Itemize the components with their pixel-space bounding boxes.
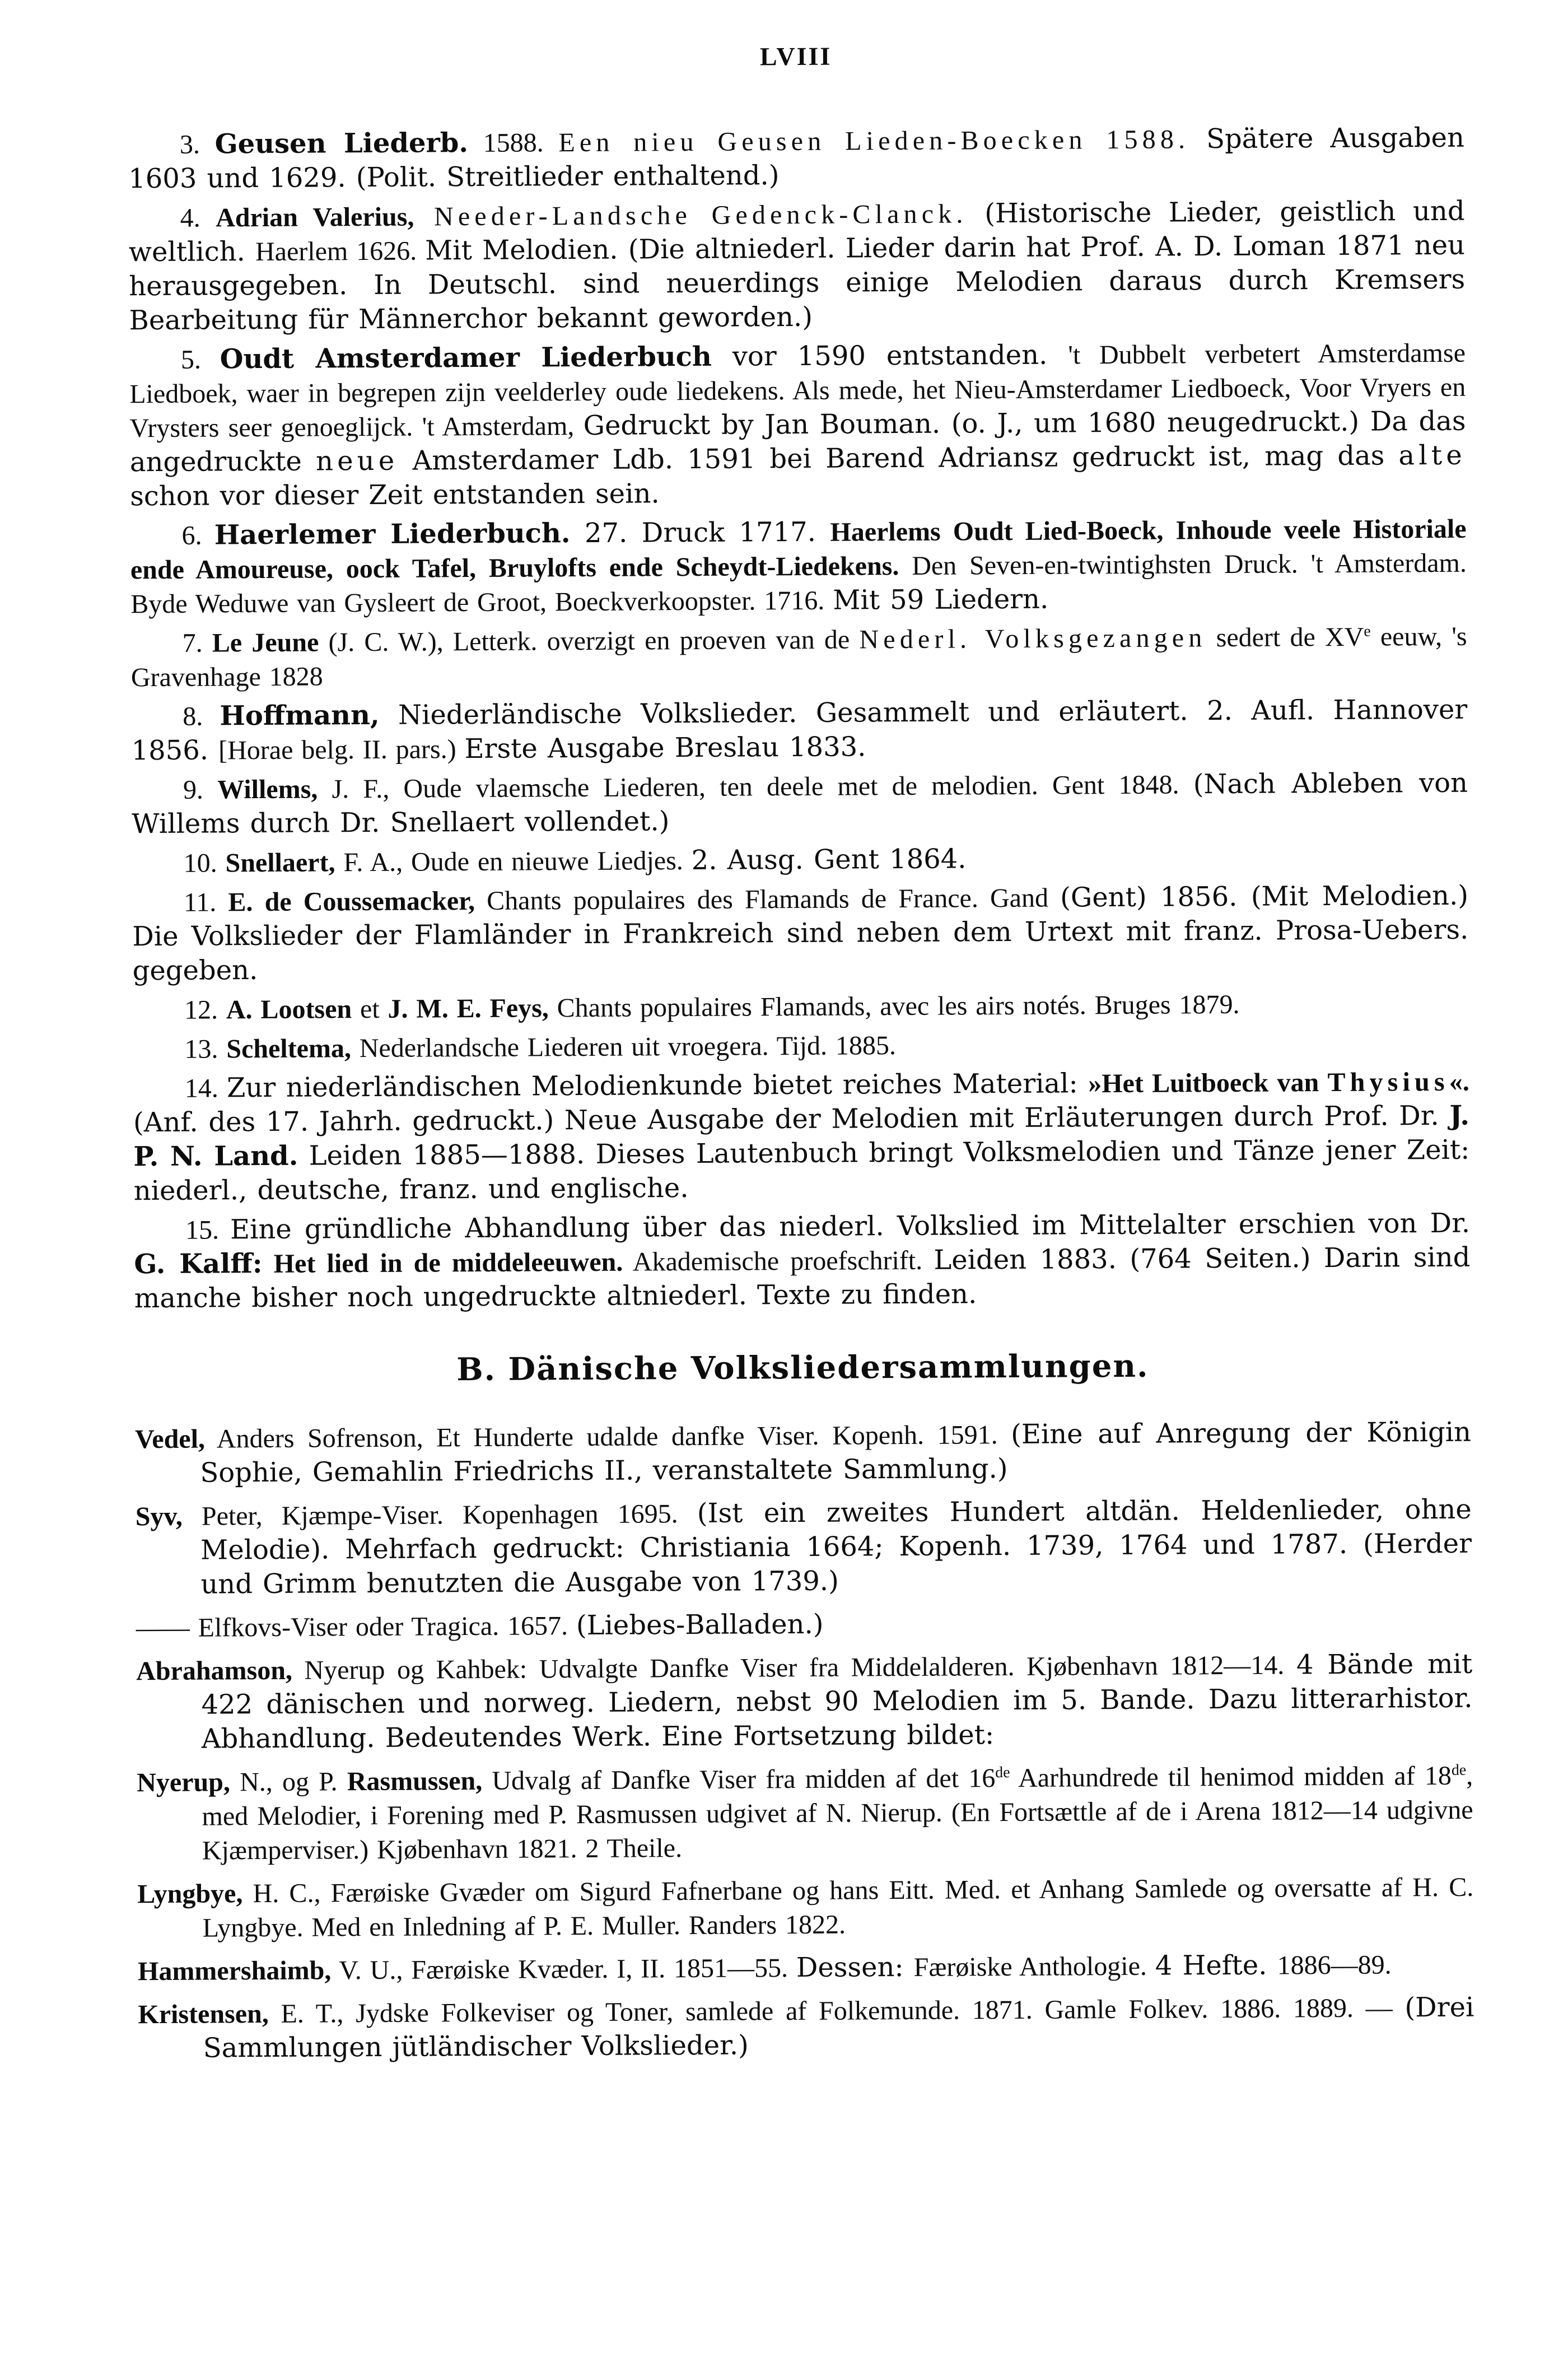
- text-segment: J. M. E. Feys,: [388, 993, 549, 1024]
- text-segment: et: [352, 994, 388, 1024]
- text-segment: Peter, Kjæmpe-Viser. Kopenhagen 1695.: [182, 1498, 697, 1531]
- text-segment: eeuw, 's Gravenhage 1828: [130, 621, 1467, 693]
- text-segment: Chants populaires des Flamands de France. Gand: [474, 883, 1061, 916]
- text-segment: Thysius: [1327, 1066, 1449, 1098]
- text-segment: Abrahamson,: [136, 1655, 293, 1687]
- entry-12-lootsen-feys: [133, 986, 1469, 1027]
- text-segment: Færøiske Anthologie.: [913, 1951, 1155, 1982]
- text-segment: Le Jeune: [212, 627, 319, 658]
- text-segment: (Eine auf Anregung der Königin Sophie, Gemahlin Friedrichs II., veranstaltete Sammlung.): [200, 1416, 1472, 1489]
- text-segment: Dessen:: [796, 1951, 914, 1984]
- text-segment: Nyerup og Kahbek: Udvalgte Danfke Viser fra Middelalderen. Kjøbenhavn 1812—14.: [292, 1650, 1297, 1685]
- text-segment: Lyngbye,: [137, 1879, 243, 1909]
- text-segment: 15.: [185, 1215, 231, 1245]
- text-segment: 9.: [183, 775, 218, 805]
- text-segment: Nyerup,: [137, 1767, 231, 1798]
- text-segment: G. Kalff:: [134, 1248, 263, 1280]
- text-segment: Mit 59 Liedern.: [833, 583, 1049, 616]
- text-segment: schon vor dieser Zeit entstanden sein.: [130, 478, 660, 513]
- text-segment: Udvalg af Danfke Viser fra midden af det 16: [482, 1763, 996, 1796]
- entry-3-geusen-liederb: [128, 121, 1465, 196]
- text-segment: 't Dubbelt verbetert Amsterdamse Liedboek, waer in begrepen zijn veelderley oude liedekens. Als mede, het Nieu-Amsterdamer Liedboeck, Voor Vryers en Vrysters seer genoeglijck. 't Amsterdam,: [129, 338, 1466, 444]
- text-segment: (Anf. des 17. Jahrh. gedruckt.) Neue Ausgabe der Melodien mit Erläuterungen durch Prof. Dr.: [133, 1100, 1450, 1139]
- text-segment: 5.: [180, 344, 220, 375]
- section-netherlandish-collections: [128, 121, 1471, 1316]
- text-segment: Akademische proefschrift.: [623, 1245, 934, 1277]
- text-segment: Zur niederländischen Melodienkunde bietet reiches Material:: [226, 1068, 1089, 1104]
- entry-6-haerlemer-liederbuch: [130, 512, 1467, 621]
- entry-13-scheltema: [133, 1026, 1469, 1066]
- entry-7-le-jeune: [130, 619, 1467, 695]
- text-segment: 2. Ausg. Gent 1864.: [691, 843, 967, 876]
- text-segment: Den Seven-en-twintighsten Druck. 't Amsterdam. Byde Weduwe van Gysleert de Groot, Boeckverkoopster. 1716.: [130, 548, 1467, 619]
- text-segment: Willems,: [217, 774, 318, 805]
- text-segment: Nederlandsche Liederen uit vroegera. Tijd. 1885.: [351, 1031, 897, 1064]
- section-heading-danish: B. Dänische Volksliedersammlungen.: [456, 1347, 1149, 1389]
- text-segment: N., og P.: [230, 1767, 347, 1797]
- text-segment: V. U., Færøiske Kvæder. I, II. 1851—55.: [331, 1953, 797, 1986]
- text-segment: 1588.: [468, 128, 559, 159]
- text-segment: (Liebes-Balladen.): [576, 1608, 824, 1642]
- text-segment: 7.: [182, 628, 212, 658]
- text-segment: (Ist ein zweites Hundert altdän. Heldenlieder, ohne Melodie). Mehrfach gedruckt: Christiania 1664; Kopenh. 1739, 1764 und 1787. (Herder und Grimm benutzten die Ausgabe von 1739.): [200, 1493, 1472, 1600]
- text-segment: Syv,: [135, 1501, 183, 1532]
- text-segment: Gedruckt by Jan Bouman. (o. J., um 1680 neugedruckt.) Da das angedruckte: [129, 405, 1466, 478]
- text-segment: (Gent) 1856. (Mit Melodien.) Die Volkslieder der Flamländer in Frankreich sind neben dem Urtext mit franz. Prosa-Uebers. gegeben.: [132, 879, 1469, 987]
- text-segment: Leiden 1883. (764 Seiten.) Darin sind manche bisher noch ungedruckte altniederl. Texte zu finden.: [134, 1241, 1471, 1315]
- text-segment: 13.: [184, 1034, 227, 1064]
- text-segment: Rasmussen,: [347, 1765, 483, 1797]
- text-segment: (J. C. W.), Letterk. overzigt en proeven van de: [319, 625, 860, 658]
- text-segment: (Drei Sammlungen jütländischer Volkslieder.): [203, 1991, 1474, 2064]
- entry-vedel: [135, 1415, 1472, 1490]
- text-segment: 4.: [180, 203, 216, 233]
- text-segment: alte: [1398, 439, 1467, 472]
- entry-kristensen: [138, 1991, 1474, 2066]
- text-segment: F. A., Oude en nieuwe Liedjes.: [335, 845, 692, 878]
- text-segment: Anders Sofrenson, Et Hunderte udalde danfke Viser. Kopenh. 1591.: [204, 1420, 1011, 1454]
- text-segment: Hoffmann,: [220, 699, 380, 732]
- entry-abrahamson: [136, 1647, 1473, 1757]
- text-segment: Aarhundrede til henimod midden af 18: [1010, 1760, 1452, 1793]
- text-segment: H. C., Færøiske Gvæder om Sigurd Fafnerbane og hans Eitt. Med. et Anhang Samlede og oversatte af H. C. Lyngbye. Med en Inledning af P. E. Muller. Randers 1822.: [202, 1872, 1474, 1943]
- text-segment: J. F., Oude vlaemsche Liederen, ten deele met de melodien. Gent 1848.: [318, 770, 1193, 804]
- text-segment: Snellaert,: [225, 847, 335, 878]
- text-segment: 4 Hefte.: [1155, 1949, 1277, 1982]
- text-segment: 11.: [183, 887, 228, 917]
- text-segment: Haerlems Oudt Lied-Boeck, Inhoude veele Historiale ende Amoureuse, oock Tafel, Bruylofts ende Scheydt-Liedekens.: [130, 514, 1467, 585]
- text-segment: Chants populaires Flamands, avec les airs notés. Bruges 1879.: [548, 989, 1240, 1023]
- bibliography-list-netherlandish: [128, 121, 1471, 1316]
- text-segment: 12.: [184, 995, 227, 1025]
- entry-11-de-coussemacker: [132, 879, 1469, 988]
- text-segment: 8.: [183, 701, 220, 732]
- entry-hammershaimb: [138, 1948, 1474, 1988]
- text-segment: 14.: [184, 1073, 227, 1103]
- page-number: LVIII: [759, 41, 832, 71]
- entry-5-oudt-amsterdamer-liederbuch: [129, 336, 1467, 514]
- text-segment: «.: [1449, 1066, 1469, 1097]
- text-segment: Amsterdamer Ldb. 1591 bei Barend Adriansz gedruckt ist, mag das: [398, 440, 1399, 477]
- entry-lyngbye: [137, 1870, 1474, 1945]
- text-segment: Oudt Amsterdamer Liederbuch: [220, 341, 712, 375]
- bibliography-list-danish: [135, 1415, 1474, 2066]
- entry-elfkovs-viser: [136, 1604, 1472, 1645]
- entry-syv: [136, 1493, 1472, 1602]
- text-segment: 10.: [183, 848, 226, 878]
- text-segment: (Historische Lieder, geistlich und weltlich.: [128, 195, 1465, 268]
- text-segment: 27. Druck 1717.: [570, 516, 830, 549]
- text-segment: Adrian Valerius,: [216, 202, 414, 233]
- section-danish-collections: [134, 1346, 1474, 2066]
- entry-8-hoffmann: [131, 693, 1468, 768]
- text-segment: —— Elfkovs-Viser oder Tragica. 1657.: [136, 1611, 577, 1643]
- text-segment: neue: [315, 445, 399, 477]
- page-sheet: [128, 38, 1474, 2066]
- text-segment: 4 Bände mit 422 dänischen und norweg. Liedern, nebst 90 Melodien im 5. Bande. Dazu litterarhistor. Abhandlung. Bedeutendes Werk. Eine Fortsetzung bildet:: [201, 1648, 1473, 1755]
- text-segment: de: [1451, 1761, 1467, 1779]
- entry-nyerup-rasmussen: [137, 1759, 1473, 1868]
- text-segment: Erste Ausgabe Breslau 1833.: [464, 731, 866, 765]
- text-segment: Niederländische Volkslieder. Gesammelt und erläutert. 2. Aufl. Hannover 1856.: [131, 693, 1468, 767]
- text-segment: Leiden 1885—1888. Dieses Lautenbuch bringt Volksmelodien und Tänze jener Zeit: niederl., deutsche, franz. und englische.: [133, 1134, 1470, 1207]
- text-segment: Eine gründliche Abhandlung über das niederl. Volkslied im Mittelalter erschien von Dr.: [230, 1207, 1471, 1246]
- text-segment: 1886—89.: [1277, 1950, 1392, 1981]
- text-segment: Geusen Liederb.: [214, 127, 469, 160]
- text-segment: Spätere Ausgaben 1603 und 1629. (Polit. Streitlieder enthaltend.): [128, 122, 1465, 195]
- text-segment: de: [995, 1764, 1010, 1782]
- text-segment: J. P. N. Land.: [133, 1100, 1470, 1173]
- text-segment: »Het Luitboeck van: [1088, 1068, 1328, 1099]
- entry-10-snellaert: [132, 840, 1468, 880]
- text-segment: sedert de XV: [1206, 622, 1364, 653]
- text-segment: A. Lootsen: [226, 994, 352, 1025]
- text-segment: Haerlem 1626.: [255, 236, 426, 267]
- text-segment: (Nach Ableben von Willems durch Dr. Snellaert vollendet.): [132, 767, 1468, 840]
- text-segment: Vedel,: [134, 1424, 206, 1455]
- text-segment: Een nieu Geusen Lieden-Boecken 1588.: [558, 124, 1190, 158]
- text-segment: vor 1590 entstanden.: [711, 339, 1068, 372]
- entry-4-adrian-valerius: [128, 194, 1465, 338]
- entry-15-kalff: [134, 1206, 1471, 1316]
- entry-9-willems: [132, 766, 1468, 841]
- text-segment: e: [1364, 622, 1371, 640]
- text-segment: , med Melodier, i Forening med P. Rasmussen udgivet af N. Nierup. (En Fortsættle af de i Arena 1812—14 udgivne Kjæmperviser.) Kjøbenhavn 1821. 2 Theile.: [202, 1760, 1473, 1866]
- text-segment: Het lied in de middeleeuwen.: [262, 1247, 623, 1279]
- text-segment: 6.: [181, 520, 214, 551]
- text-segment: Needer-Landsche Gedenck-Clanck.: [414, 199, 968, 232]
- text-segment: [Horae belg. II. pars.): [218, 734, 465, 766]
- text-segment: E. T., Jydske Folkeviser og Toner, samlede af Folkemunde. 1871. Gamle Folkev. 1886. 1889. —: [268, 1993, 1405, 2029]
- text-segment: 3.: [179, 129, 215, 160]
- text-segment: Mit Melodien. (Die altniederl. Lieder darin hat Prof. A. D. Loman 1871 neu herausgegeben. In Deutschl. sind neuerdings einige Melodien daraus durch Kremsers Bearbeitung für Männerchor bekannt geworden.): [129, 229, 1466, 337]
- text-segment: Nederl. Volksgezangen: [859, 623, 1207, 655]
- text-segment: Hammershaimb,: [137, 1955, 332, 1987]
- text-segment: Scheltema,: [226, 1033, 352, 1064]
- text-segment: E. de Coussemacker,: [228, 886, 475, 917]
- text-segment: Kristensen,: [138, 1998, 269, 2030]
- text-segment: Haerlemer Liederbuch.: [214, 518, 571, 551]
- entry-14-luitboeck-van-thysius: [133, 1065, 1470, 1208]
